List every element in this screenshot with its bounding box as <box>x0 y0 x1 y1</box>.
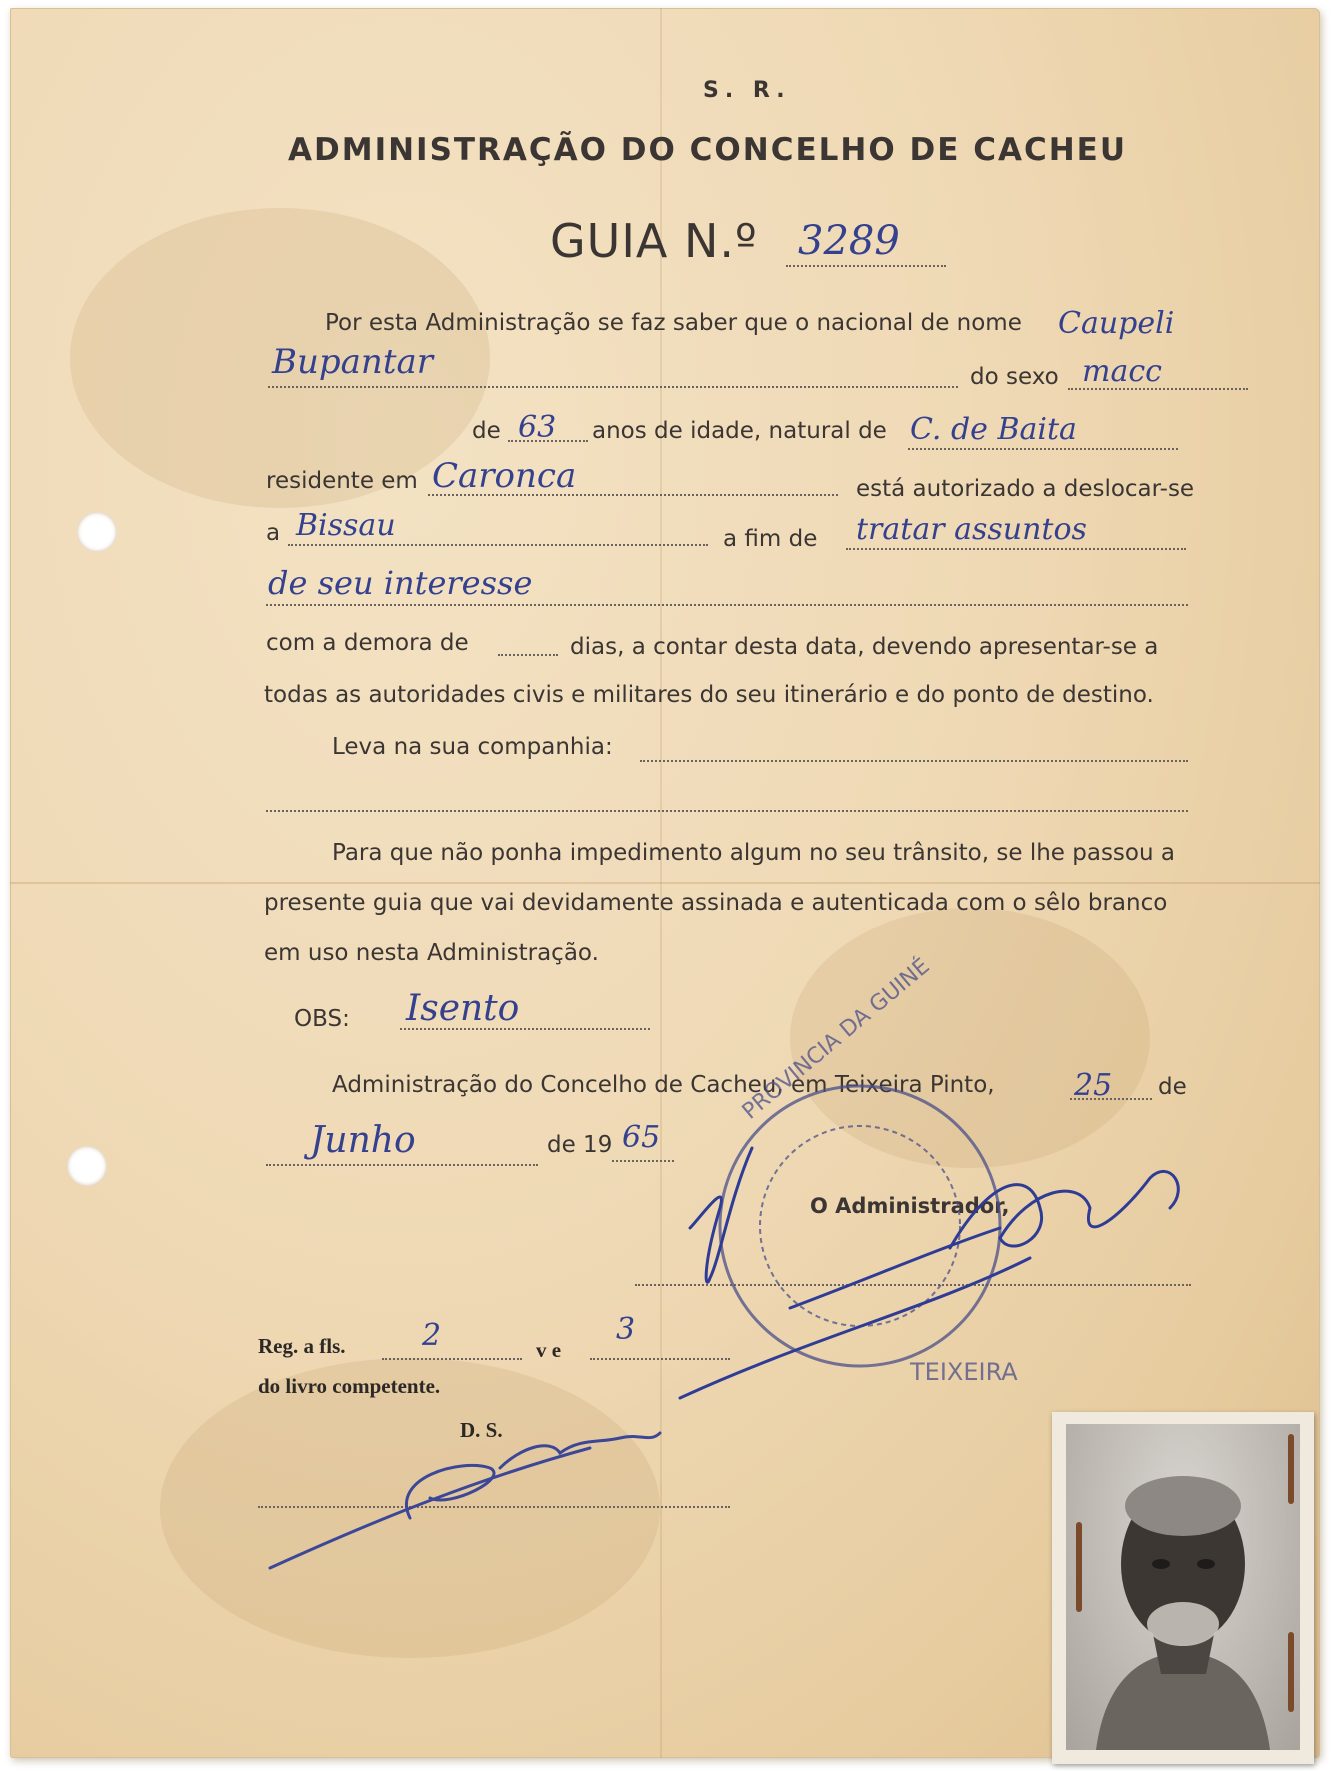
stamp-bottom-text: TEIXEIRA <box>910 1358 1018 1386</box>
paper-fold <box>10 882 1320 884</box>
para-line-2: presente guia que vai devidamente assinada e autenticada com o sêlo branco <box>264 890 1168 916</box>
afim-line <box>846 548 1186 550</box>
fls-value: 2 <box>422 1318 442 1353</box>
staple <box>1076 1522 1082 1612</box>
document-sheet <box>10 8 1320 1758</box>
reg-label: Reg. a fls. <box>258 1334 346 1358</box>
id-photo <box>1052 1412 1314 1764</box>
stamp-top-text: PROVINCIA DA GUINÉ <box>737 953 935 1125</box>
ve-label: v e <box>536 1338 562 1362</box>
stamp-and-signature <box>610 953 1230 1418</box>
de-year-label: de 19 <box>547 1132 613 1158</box>
punch-hole <box>77 512 117 552</box>
header-administration: ADMINISTRAÇÃO DO CONCELHO DE CACHEU <box>288 132 1127 168</box>
staple <box>1288 1632 1294 1712</box>
demora-line <box>498 654 558 656</box>
name-line <box>268 386 958 388</box>
afim-value-2: de seu interesse <box>268 564 533 602</box>
companhia-line-2 <box>266 810 1188 812</box>
companhia-label: Leva na sua companhia: <box>332 734 613 760</box>
age-text: anos de idade, natural de <box>592 418 887 444</box>
de-label: de <box>472 418 501 444</box>
fls-line <box>382 1358 522 1360</box>
obs-value: Isento <box>406 988 520 1029</box>
guia-number: 3289 <box>798 218 900 264</box>
demora-text-1: com a demora de <box>266 630 469 656</box>
residente-label: residente em <box>266 468 418 494</box>
header-sr: S. R. <box>703 78 791 103</box>
para-line-1: Para que não ponha impedimento algum no seu trânsito, se lhe passou a <box>332 840 1175 866</box>
autorizado-text: está autorizado a deslocar-se <box>856 476 1195 502</box>
place-text: Administração do Concelho de Cacheu, em Teixeira Pinto, <box>332 1072 995 1098</box>
ve-value: 3 <box>616 1312 636 1347</box>
month-value: Junho <box>310 1120 416 1161</box>
guia-number-line <box>786 265 946 267</box>
official-stamp <box>720 1086 1000 1366</box>
demora-text-2: dias, a contar desta data, devendo apresentar-se a <box>570 634 1159 660</box>
intro-text: Por esta Administração se faz saber que o nacional de nome <box>325 310 1022 336</box>
natural-value: C. de Baita <box>910 412 1077 447</box>
afim-label: a fim de <box>723 526 818 552</box>
guia-label: GUIA N.º <box>550 214 758 268</box>
staple <box>1288 1434 1294 1504</box>
de-word: de <box>1158 1074 1187 1100</box>
destino-line <box>288 544 708 546</box>
livro-label: do livro competente. <box>258 1374 441 1398</box>
para-line-3: em uso nesta Administração. <box>264 940 599 966</box>
year-value: 65 <box>622 1120 661 1155</box>
companhia-line-1 <box>640 760 1188 762</box>
afim-line-2 <box>266 604 1188 606</box>
name-handwritten-2: Bupantar <box>272 342 434 382</box>
obs-label: OBS: <box>294 1006 350 1032</box>
age-value: 63 <box>518 410 557 445</box>
month-line <box>266 1164 538 1166</box>
a-label: a <box>266 520 281 546</box>
natural-line <box>908 448 1178 450</box>
portrait <box>1066 1424 1300 1750</box>
destino-value: Bissau <box>296 508 396 543</box>
autoridades-text: todas as autoridades civis e militares do seu itinerário e do ponto de destino. <box>264 682 1154 708</box>
ve-line <box>590 1358 730 1360</box>
sexo-label: do sexo <box>970 364 1059 390</box>
name-handwritten-1: Caupeli <box>1058 306 1175 341</box>
afim-value: tratar assuntos <box>856 512 1087 547</box>
day-value: 25 <box>1074 1068 1113 1103</box>
punch-hole <box>67 1146 107 1186</box>
ds-label: D. S. <box>460 1418 503 1442</box>
sexo-value: macc <box>1082 354 1162 389</box>
administrador-title: O Administrador, <box>810 1194 1010 1218</box>
portrait-figure <box>1066 1424 1300 1750</box>
residente-value: Caronca <box>432 456 577 496</box>
ds-signature <box>260 1408 720 1588</box>
